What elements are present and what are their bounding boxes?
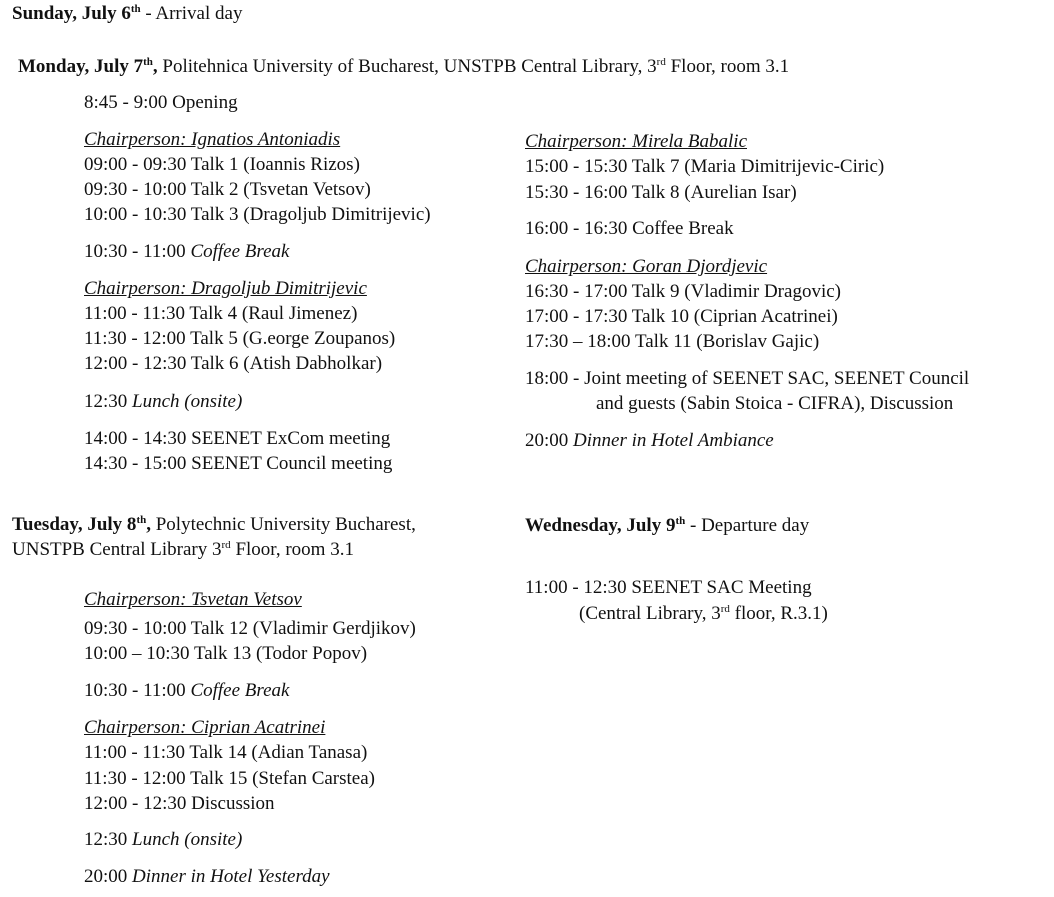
sunday-date-suffix: th — [130, 3, 141, 15]
monday-lunch — [84, 389, 242, 414]
tuesday-chairperson-2: Chairperson: Ciprian Acatrinei — [84, 717, 326, 738]
location-room: floor, R.3.1) — [729, 603, 828, 624]
wednesday-note: - Departure day — [685, 515, 810, 536]
sunday-note: - Arrival day — [140, 3, 243, 24]
schedule-row: 09:30 - 10:00 Talk 12 (Vladimir Gerdjikov) — [84, 618, 416, 639]
schedule-row: 11:00 - 11:30 Talk 14 (Adian Tanasa) — [84, 742, 368, 763]
monday-date: Monday, July 7 — [18, 56, 144, 77]
tuesday-comma: , — [146, 514, 151, 535]
wednesday-date: Wednesday, July 9 — [525, 515, 676, 536]
monday-dinner — [525, 428, 774, 453]
coffee-time: 10:30 - 11:00 — [84, 680, 186, 701]
tuesday-floor-suffix: rd — [221, 539, 231, 551]
tuesday-heading — [12, 512, 416, 537]
coffee-label: Coffee Break — [190, 241, 290, 262]
location-floor-suffix: rd — [720, 603, 730, 615]
monday-comma: , — [152, 56, 158, 77]
lunch-label: Lunch (onsite) — [132, 829, 243, 850]
monday-joint-meeting: 18:00 - Joint meeting of SEENET SAC, SEENET Council — [525, 368, 970, 389]
schedule-row: 12:00 - 12:30 Talk 6 (Atish Dabholkar) — [84, 353, 383, 374]
wednesday-meeting-location — [579, 601, 828, 626]
coffee-time: 10:30 - 11:00 — [84, 241, 186, 262]
monday-chairperson-2: Chairperson: Dragoljub Dimitrijevic — [84, 278, 367, 299]
monday-chairperson-3: Chairperson: Mirela Babalic — [525, 131, 747, 152]
schedule-row: 11:30 - 12:00 Talk 15 (Stefan Carstea) — [84, 768, 375, 789]
monday-coffee-break-2: 16:00 - 16:30 Coffee Break — [525, 218, 734, 239]
lunch-time: 12:30 — [84, 391, 128, 412]
monday-floor-suffix: rd — [656, 56, 666, 68]
wednesday-heading — [525, 513, 809, 538]
dinner-label: Dinner in Hotel Yesterday — [132, 866, 330, 887]
tuesday-venue-library: UNSTPB Central Library 3 — [12, 539, 222, 560]
sunday-date: Sunday, July 6 — [12, 3, 131, 24]
schedule-row: 09:00 - 09:30 Talk 1 (Ioannis Rizos) — [84, 154, 360, 175]
schedule-row: 11:00 - 11:30 Talk 4 (Raul Jimenez) — [84, 303, 358, 324]
tuesday-venue-room: Floor, room 3.1 — [230, 539, 354, 560]
schedule-row: 11:30 - 12:00 Talk 5 (G.eorge Zoupanos) — [84, 328, 396, 349]
tuesday-date: Tuesday, July 8 — [12, 514, 137, 535]
location-library: (Central Library, 3 — [579, 603, 721, 624]
schedule-row: 12:00 - 12:30 Discussion — [84, 793, 275, 814]
monday-venue: Politehnica University of Bucharest, UNSTPB Central Library, 3 — [157, 56, 657, 77]
lunch-time: 12:30 — [84, 829, 128, 850]
tuesday-date-suffix: th — [136, 514, 147, 526]
schedule-row: 15:30 - 16:00 Talk 8 (Aurelian Isar) — [525, 182, 797, 203]
monday-venue-room: Floor, room 3.1 — [665, 56, 790, 77]
schedule-row: 10:00 - 10:30 Talk 3 (Dragoljub Dimitrijevic) — [84, 204, 431, 225]
monday-opening: 8:45 - 9:00 Opening — [84, 92, 238, 113]
wednesday-date-suffix: th — [675, 515, 686, 527]
lunch-label: Lunch (onsite) — [132, 391, 243, 412]
tuesday-dinner — [84, 864, 330, 889]
monday-heading — [18, 54, 789, 79]
schedule-row: 14:00 - 14:30 SEENET ExCom meeting — [84, 428, 391, 449]
dinner-label: Dinner in Hotel Ambiance — [573, 430, 774, 451]
schedule-row: 17:30 – 18:00 Talk 11 (Borislav Gajic) — [525, 331, 820, 352]
schedule-row: 16:30 - 17:00 Talk 9 (Vladimir Dragovic) — [525, 281, 841, 302]
schedule-row: 17:00 - 17:30 Talk 10 (Ciprian Acatrinei) — [525, 306, 838, 327]
dinner-time: 20:00 — [84, 866, 128, 887]
dinner-time: 20:00 — [525, 430, 569, 451]
monday-chairperson-4: Chairperson: Goran Djordjevic — [525, 256, 768, 277]
coffee-label: Coffee Break — [190, 680, 290, 701]
schedule-row: 09:30 - 10:00 Talk 2 (Tsvetan Vetsov) — [84, 179, 371, 200]
tuesday-venue-line-2 — [12, 537, 354, 562]
schedule-row: 14:30 - 15:00 SEENET Council meeting — [84, 453, 393, 474]
monday-date-suffix: th — [143, 56, 153, 68]
schedule-row: 15:00 - 15:30 Talk 7 (Maria Dimitrijevic-Ciric) — [525, 156, 885, 177]
tuesday-lunch — [84, 827, 242, 852]
schedule-row: 10:00 – 10:30 Talk 13 (Todor Popov) — [84, 643, 368, 664]
tuesday-chairperson-1: Chairperson: Tsvetan Vetsov — [84, 589, 302, 610]
monday-chairperson-1: Chairperson: Ignatios Antoniadis — [84, 129, 341, 150]
tuesday-coffee-break — [84, 678, 289, 703]
tuesday-venue: Polytechnic University Bucharest, — [150, 514, 416, 535]
monday-coffee-break-1 — [84, 239, 289, 264]
monday-joint-meeting-cont: and guests (Sabin Stoica - CIFRA), Discussion — [596, 393, 954, 414]
wednesday-meeting: 11:00 - 12:30 SEENET SAC Meeting — [525, 577, 812, 598]
sunday-heading — [12, 1, 242, 26]
